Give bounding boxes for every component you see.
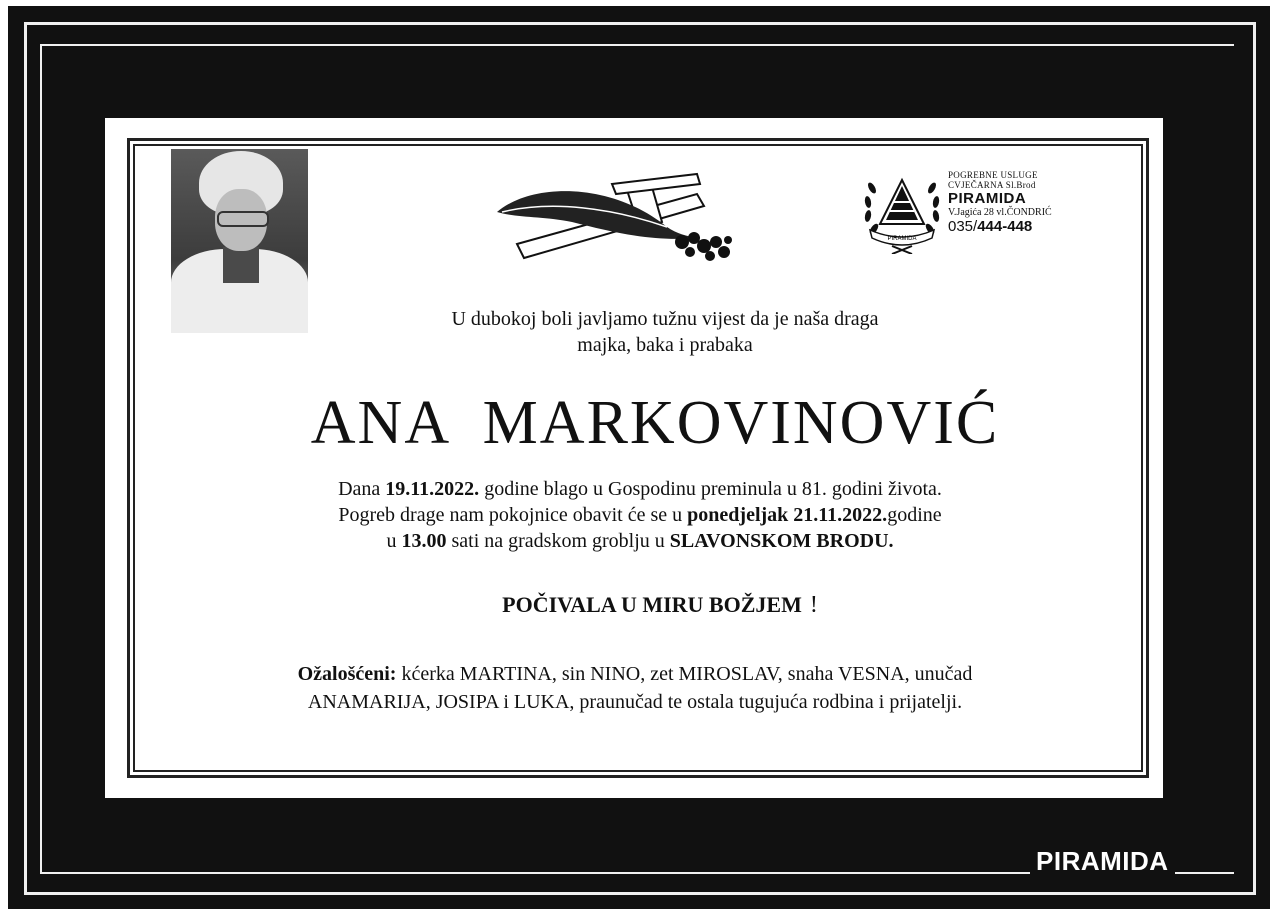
service-type: POGREBNE USLUGE <box>948 170 1038 180</box>
deceased-name: ANA MARKOVINOVIĆ <box>310 389 1000 457</box>
funeral-date: ponedjeljak 21.11.2022. <box>687 504 888 526</box>
intro-text: U dubokoj boli javljamo tužnu vijest da je naša draga majka, baka i prabaka <box>451 308 879 356</box>
funeral-service-info <box>948 170 1078 235</box>
service-location: CVJEČARNA Sl.Brod <box>948 180 1036 190</box>
cross-quill-icon <box>492 172 737 272</box>
svg-text:PIRAMIDA: PIRAMIDA <box>887 236 917 242</box>
rest-in-peace: POČIVALA U MIRU BOŽJEM ! <box>502 592 818 618</box>
company-address: V.Jagića 28 vl.ČONDRIĆ <box>948 207 1052 218</box>
portrait-photo <box>171 149 308 333</box>
funeral-place: SLAVONSKOM BRODU. <box>669 530 894 552</box>
funeral-details <box>190 476 1090 554</box>
funeral-time: 13.00 <box>401 530 447 552</box>
death-line: Dana 19.11.2022. godine blago u Gospodinu preminula u 81. godini života. <box>338 478 942 500</box>
location-line: u 13.00 sati na gradskom groblju u SLAVONSKOM BRODU. <box>386 530 894 552</box>
company-name: PIRAMIDA <box>948 190 1027 207</box>
brand-footer: PIRAMIDA <box>1030 846 1175 877</box>
death-date: 19.11.2022. <box>385 478 480 500</box>
mourners-label: Ožalošćeni: <box>297 663 397 685</box>
piramida-logo-icon <box>862 168 942 254</box>
company-phone: 035/444-448 <box>948 218 1033 235</box>
funeral-line: Pogreb drage nam pokojnice obavit će se u ponedjeljak 21.11.2022.godine <box>338 504 942 526</box>
mourners: Ožalošćeni: kćerka MARTINA, sin NINO, zet MIROSLAV, snaha VESNA, unučad ANAMARIJA, JOSIPA i LUKA, praunučad te ostala tugujuća rodbina i prijatelji. <box>297 663 973 713</box>
